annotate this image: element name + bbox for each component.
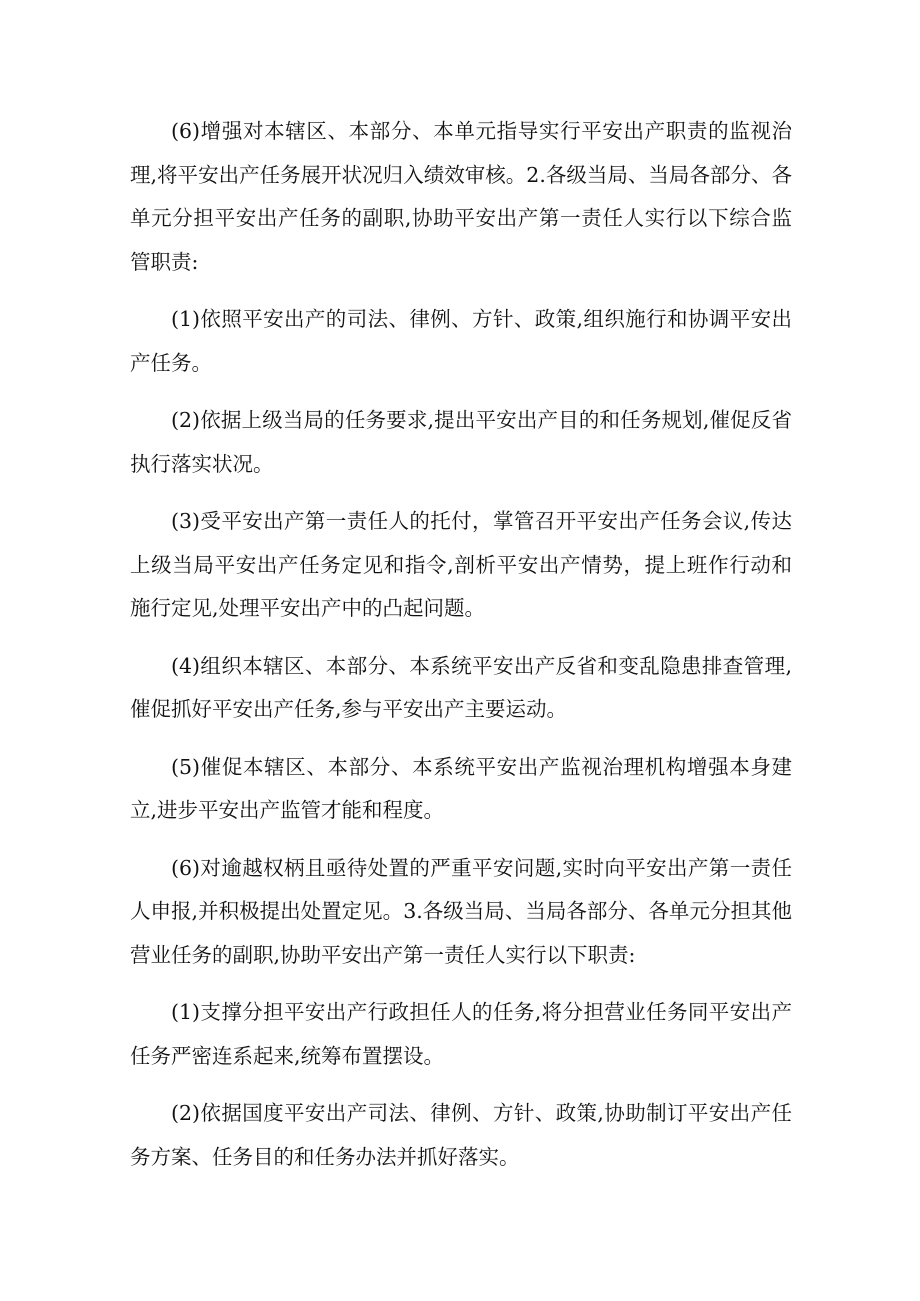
paragraph: (2)依据国度平安出产司法、律例、方针、政策,协助制订平安出产任务方案、任务目的和任务办法并抓好落实。 — [130, 1101, 792, 1169]
paragraph: (4)组织本辖区、本部分、本系统平安出产反省和变乱隐患排查管理,催促抓好平安出产任务,参与平安出产主要运动。 — [130, 653, 792, 721]
paragraph: (1)依照平安出产的司法、律例、方针、政策,组织施行和协调平安出产任务。 — [130, 307, 792, 375]
paragraph: (3)受平安出产第一责任人的托付，掌管召开平安出产任务会议,传达上级当局平安出产任务定见和指令,剖析平安出产情势，提上班作行动和施行定见,处理平安出产中的凸起问题。 — [130, 509, 792, 620]
paragraph: (2)依据上级当局的任务要求,提出平安出产目的和任务规划,催促反省执行落实状况。 — [130, 408, 792, 476]
paragraph: (5)催促本辖区、本部分、本系统平安出产监视治理机构增强本身建立,进步平安出产监管才能和程度。 — [130, 754, 792, 822]
paragraph: (6)对逾越权柄且亟待处置的严重平安问题,实时向平安出产第一责任人申报,并积极提出处置定见。3.各级当局、当局各部分、各单元分担其他营业任务的副职,协助平安出产第一责任人实行以下职责: — [130, 855, 792, 967]
paragraph: (1)支撑分担平安出产行政担任人的任务,将分担营业任务同平安出产任务严密连系起来,统筹布置摆设。 — [130, 1000, 792, 1068]
document-body — [130, 110, 792, 1193]
paragraph: (6)增强对本辖区、本部分、本单元指导实行平安出产职责的监视治理,将平安出产任务展开状况归入绩效审核。2.各级当局、当局各部分、各单元分担平安出产任务的副职,协助平安出产第一责任人实行以下综合监管职责: — [130, 119, 792, 274]
